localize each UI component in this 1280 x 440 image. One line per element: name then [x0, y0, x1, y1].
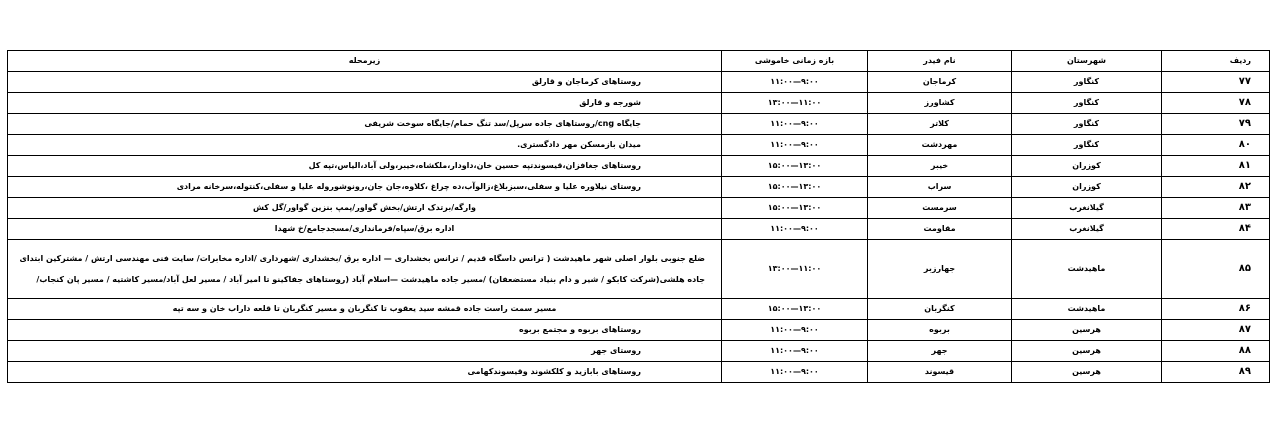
city-cell: هرسین	[1012, 341, 1162, 362]
city-cell: کوزران	[1012, 177, 1162, 198]
city-cell: گیلانغرب	[1012, 198, 1162, 219]
city-cell: گیلانغرب	[1012, 219, 1162, 240]
row-number: ۸۵	[1162, 240, 1270, 299]
city-cell: کنگاور	[1012, 114, 1162, 135]
row-number: ۸۲	[1162, 177, 1270, 198]
feeder-cell: کنگربان	[868, 299, 1012, 320]
table-row	[8, 362, 1270, 383]
time-cell: ۱۳:۰۰—۱۵:۰۰	[722, 198, 868, 219]
time-cell: ۱۱:۰۰—۱۳:۰۰	[722, 93, 868, 114]
feeder-cell: مهردشت	[868, 135, 1012, 156]
time-cell: ۱۳:۰۰—۱۵:۰۰	[722, 299, 868, 320]
table-row	[8, 198, 1270, 219]
time-cell: ۹:۰۰—۱۱:۰۰	[722, 219, 868, 240]
feeder-cell: خیبر	[868, 156, 1012, 177]
time-cell: ۱۱:۰۰—۱۳:۰۰	[722, 240, 868, 299]
subarea-cell: جایگاه cng/روستاهای جاده سرپل/سد تنگ حمام/جایگاه سوخت شریفی	[8, 114, 722, 135]
table-row	[8, 72, 1270, 93]
table-row	[8, 219, 1270, 240]
table-row	[8, 114, 1270, 135]
city-cell: کوزران	[1012, 156, 1162, 177]
table-row	[8, 320, 1270, 341]
header-subarea: زیرمحله	[8, 51, 722, 72]
time-cell: ۹:۰۰—۱۱:۰۰	[722, 135, 868, 156]
city-cell: هرسین	[1012, 362, 1162, 383]
subarea-cell: روستاهای بابازید و کلکشوند وقیسوندکهامی	[8, 362, 722, 383]
time-cell: ۹:۰۰—۱۱:۰۰	[722, 362, 868, 383]
header-feeder: نام فیدر	[868, 51, 1012, 72]
row-number: ۸۰	[1162, 135, 1270, 156]
row-number: ۸۸	[1162, 341, 1270, 362]
time-cell: ۱۳:۰۰—۱۵:۰۰	[722, 177, 868, 198]
feeder-cell: سراب	[868, 177, 1012, 198]
subarea-cell: وارگه/برتدک ارتش/بخش گواور/پمپ بنزین گواور/گل کش	[8, 198, 722, 219]
feeder-cell: سرمست	[868, 198, 1012, 219]
table-row	[8, 177, 1270, 198]
table-row	[8, 341, 1270, 362]
time-cell: ۹:۰۰—۱۱:۰۰	[722, 341, 868, 362]
row-number: ۷۸	[1162, 93, 1270, 114]
table-header-row	[8, 51, 1270, 72]
time-cell: ۹:۰۰—۱۱:۰۰	[722, 114, 868, 135]
time-cell: ۹:۰۰—۱۱:۰۰	[722, 72, 868, 93]
city-cell: ماهیدشت	[1012, 299, 1162, 320]
feeder-cell: کشاورز	[868, 93, 1012, 114]
row-number: ۸۴	[1162, 219, 1270, 240]
outage-schedule-table	[7, 50, 1270, 383]
table-row	[8, 93, 1270, 114]
subarea-cell: روستاهای کرماجان و قارلق	[8, 72, 722, 93]
header-row-number: ردیف	[1162, 51, 1270, 72]
city-cell: کنگاور	[1012, 93, 1162, 114]
table-row	[8, 135, 1270, 156]
time-cell: ۱۳:۰۰—۱۵:۰۰	[722, 156, 868, 177]
subarea-cell: روستاهای جغافزان،قیسوندتپه حسین خان،داودار،ملکشاه،خیبر،ولی آباد،الیاس،تپه کل	[8, 156, 722, 177]
row-number: ۸۶	[1162, 299, 1270, 320]
subarea-cell: روستاهای بربوه و مجتمع بربوه	[8, 320, 722, 341]
city-cell: کنگاور	[1012, 135, 1162, 156]
table-row	[8, 156, 1270, 177]
row-number: ۸۹	[1162, 362, 1270, 383]
city-cell: هرسین	[1012, 320, 1162, 341]
feeder-cell: کلاتر	[868, 114, 1012, 135]
header-city: شهرستان	[1012, 51, 1162, 72]
city-cell: کنگاور	[1012, 72, 1162, 93]
feeder-cell: کرماجان	[868, 72, 1012, 93]
row-number: ۷۹	[1162, 114, 1270, 135]
subarea-cell: شورجه و قارلق	[8, 93, 722, 114]
feeder-cell: قیسوند	[868, 362, 1012, 383]
header-time-window: بازه زمانی خاموشی	[722, 51, 868, 72]
row-number: ۸۱	[1162, 156, 1270, 177]
row-number: ۷۷	[1162, 72, 1270, 93]
table-row	[8, 299, 1270, 320]
feeder-cell: مقاومت	[868, 219, 1012, 240]
row-number: ۸۷	[1162, 320, 1270, 341]
subarea-cell: میدان بازمسکن مهر دادگستری.	[8, 135, 722, 156]
city-cell: ماهیدشت	[1012, 240, 1162, 299]
subarea-cell: روستای نیلاوره علیا و سفلی،سبزبلاغ،زالوآب،ده چراغ ،کلاوه،جان جان،رونوشوروله علیا و سفلی،کنتوله،سرخانه مرادی	[8, 177, 722, 198]
subarea-cell: ضلع جنوبی بلوار اصلی شهر ماهیدشت ( ترانس داسگاه قدیم / ترانس بخشداری — اداره برق /بخشداری /شهرداری /اداره مخابرات/ سایت فنی مهندسی ارتش / مشترکین ابتدای جاده هلشی(شرکت کابکو / شیر و دام بنیاد مستضعفان) /مسیر جاده ماهیدشت —اسلام آباد (روستاهای جفاکینو تا امیر آباد / مسیر لعل آباد/مسیر کاشتیه / مسیر پان کنجاب/	[8, 240, 722, 299]
row-number: ۸۳	[1162, 198, 1270, 219]
subarea-cell: اداره برق/سپاه/فرمانداری/مسجدجامع/خ شهدا	[8, 219, 722, 240]
feeder-cell: بربوه	[868, 320, 1012, 341]
table-row	[8, 240, 1270, 299]
feeder-cell: جهارزبر	[868, 240, 1012, 299]
subarea-cell: مسیر سمت راست جاده قمشه سید یعقوب تا کنگربان و مسیر کنگربان تا قلعه داراب خان و سه تپه	[8, 299, 722, 320]
feeder-cell: جهر	[868, 341, 1012, 362]
subarea-cell: روستای جهر	[8, 341, 722, 362]
time-cell: ۹:۰۰—۱۱:۰۰	[722, 320, 868, 341]
